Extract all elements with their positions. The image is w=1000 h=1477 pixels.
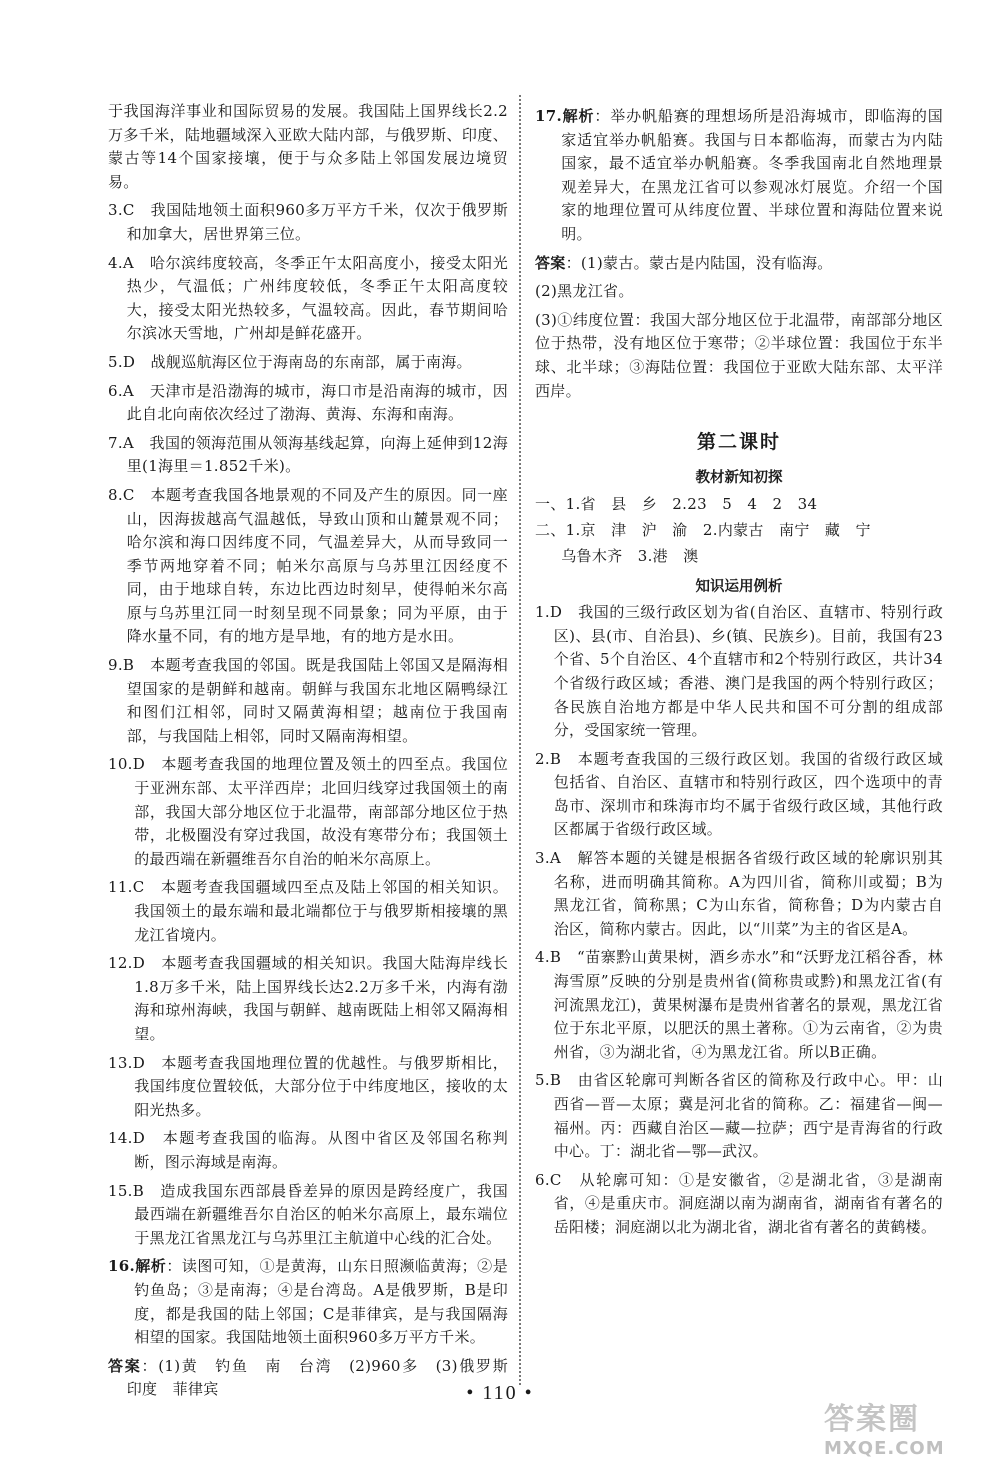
page-number: • 110 • bbox=[466, 1382, 534, 1404]
answer-item bbox=[108, 484, 508, 649]
answer-item-lead: 答案 bbox=[108, 1356, 142, 1375]
answer-item-text: 3.C 我国陆地领土面积960多万平方千米，仅次于俄罗斯和加拿大，居世界第三位。 bbox=[108, 201, 508, 243]
answer-item-text: 12.D 本题考查我国疆域的相关知识。我国大陆海岸线长1.8万多千米，陆上国界线长达2.2万多千米，内海有渤海和琼州海峡，我国与朝鲜、越南既陆上相邻又隔海相望。 bbox=[108, 954, 508, 1043]
answer-item-text: 5.B 由省区轮廓可判断各省区的简称及行政中心。甲：山西省—晋—太原；冀是河北省的简称。乙：福建省—闽—福州。丙：西藏自治区—藏—拉萨；西宁是青海省的行政中心。丁：湖北省—鄂—武汉。 bbox=[535, 1071, 943, 1161]
answer-item-text: 1.D 我国的三级行政区划为省(自治区、直辖市、特别行政区)、县(市、自治县)、乡(镇、民族乡)。目前，我国有23个省、5个自治区、4个直辖市和2个特别行政区，共计34个省级行政区域；香港、澳门是我国的两个特别行政区；各民族自治地方都是中华人民共和国不可分割的组成部分，受国家统一管理。 bbox=[535, 603, 943, 740]
answer-item-text: 5.D 战舰巡航海区位于海南岛的东南部，属于南海。 bbox=[108, 352, 472, 371]
answer-item bbox=[535, 1169, 943, 1240]
section-title: 第二课时 bbox=[696, 431, 781, 454]
answer-item bbox=[108, 654, 508, 748]
answer-item bbox=[108, 1052, 508, 1123]
answer-item-text: 11.C 本题考查我国疆域四至点及陆上邻国的相关知识。我国领土的最东端和最北端都位于与俄罗斯相接壤的黑龙江省境内。 bbox=[108, 878, 508, 944]
answer-item bbox=[535, 847, 943, 941]
answer-item bbox=[108, 1180, 508, 1251]
answer-item-text: 8.C 本题考查我国各地景观的不同及产生的原因。同一座山，因海拔越高气温越低，导致山顶和山麓景观不同；哈尔滨和海口因纬度不同，气温差异大，从而导致同一季节两地穿着不同；帕米尔高原与乌苏里江因经度不同，由于地球自转，东边比西边时刻早，使得帕米尔高原与乌苏里江同一时刻呈现不同景象；同为平原，由于降水量不同，有的地方是旱地，有的地方是水田。 bbox=[108, 485, 508, 646]
answer-item bbox=[108, 952, 508, 1046]
answer-item bbox=[535, 1069, 943, 1163]
fill-answer-line-1: 一、1.省 县 乡 2.23 5 4 2 34 bbox=[535, 495, 818, 514]
answer-item-text: 2.B 本题考查我国的三级行政区划。我国的省级行政区域包括省、自治区、直辖市和特别行政区，四个选项中的青岛市、深圳市和珠海市均不属于省级行政区域，其他行政区都属于省级行政区域。 bbox=[535, 749, 943, 839]
answer-item bbox=[535, 946, 943, 1064]
answer-item bbox=[108, 1127, 508, 1174]
answer-item-text: 14.D 本题考查我国的临海。从图中省区及邻国名称判断，图示海域是南海。 bbox=[108, 1129, 508, 1171]
answer-item bbox=[108, 432, 508, 479]
answer-item bbox=[535, 748, 943, 842]
answer-item bbox=[108, 1255, 508, 1349]
answer-item-text: 于我国海洋事业和国际贸易的发展。我国陆上国界线长2.2万多千米，陆地疆域深入亚欧大陆内部，与俄罗斯、印度、蒙古等14个国家接壤，便于与众多陆上邻国发展边境贸易。 bbox=[108, 102, 508, 191]
answer-list-left bbox=[108, 100, 524, 1402]
answer-item bbox=[108, 351, 508, 375]
answer-item bbox=[535, 601, 943, 743]
answer-item bbox=[108, 753, 508, 871]
answer-item-text: 7.A 我国的领海范围从领海基线起算，向海上延伸到12海里(1海里＝1.852千米)。 bbox=[108, 433, 508, 476]
answer-list-right-bottom bbox=[535, 601, 943, 1239]
subsection-title-new-knowledge: 教材新知初探 bbox=[695, 470, 783, 487]
watermark-logo-text: 答案圈 bbox=[824, 1402, 920, 1437]
answer-item-text: ：举办帆船赛的理想场所是沿海城市，即临海的国家适宜举办帆船赛。我国与日本都临海，而蒙古为内陆国家，最不适宜举办帆船赛。冬季我国南北自然地理景观差异大，在黑龙江省可以参观冰灯展览。介绍一个国家的地理位置可从纬度位置、半球位置和海陆位置来说明。 bbox=[561, 107, 943, 243]
fill-answer-line-2: 二、1.京 津 沪 渝 2.内蒙古 南宁 藏 宁 bbox=[535, 521, 871, 540]
answer-list-right-top bbox=[535, 105, 943, 403]
fill-answer-line-3: 乌鲁木齐 3.港 澳 bbox=[561, 547, 699, 566]
answer-item-text: 3.A 解答本题的关键是根据各省级行政区域的轮廓识别其名称，进而明确其简称。A为四川省，简称川或蜀；B为黑龙江省，简称黑；C为山东省，简称鲁；D为内蒙古自治区，简称内蒙古。因此，以“川菜”为主的省区是A。 bbox=[535, 849, 943, 938]
answer-item-text: 10.D 本题考查我国的地理位置及领土的四至点。我国位于亚洲东部、太平洋西岸；北回归线穿过我国领土的南部，我国大部分地区位于北温带，南部部分地区位于热带，北极圈没有穿过我国，故没有寒带分布；我国领土的最西端在新疆维吾尔自治的帕米尔高原上。 bbox=[108, 755, 508, 868]
answer-item-lead: 17.解析 bbox=[535, 107, 595, 125]
answer-item-text: 6.C 从轮廓可知：①是安徽省，②是湖北省，③是湖南省，④是重庆市。洞庭湖以南为湖南省，湖南省有著名的岳阳楼；洞庭湖以北为湖北省，湖北省有著名的黄鹤楼。 bbox=[535, 1170, 943, 1236]
answer-item-text: 4.B “苗寨黔山黄果树，酒乡赤水”和“沃野龙江稻谷香，林海雪原”反映的分别是贵州省(简称贵或黔)和黑龙江省(有河流黑龙江)，黄果树瀑布是贵州省著名的景观，黑龙江省位于东北平原，以肥沃的黑土著称。①为云南省，②为贵州省，③为湖北省，④为黑龙江省。所以B正确。 bbox=[535, 948, 943, 1061]
answer-item-text: 15.B 造成我国东西部晨昏差异的原因是跨经度广，我国最西端在新疆维吾尔自治区的帕米尔高原上，最东端位于黑龙江省黑龙江与乌苏里江主航道中心线的汇合处。 bbox=[108, 1181, 508, 1247]
answer-item-text: (2)黑龙江省。 bbox=[535, 282, 634, 301]
answer-item bbox=[535, 105, 943, 247]
answer-item bbox=[535, 280, 943, 304]
answer-item-lead: 16.解析 bbox=[108, 1257, 167, 1276]
subsection-title-examples: 知识运用例析 bbox=[695, 579, 783, 596]
answer-item-text: ：(1)黄 钓鱼 南 台湾 (2)960多 (3)俄罗斯 印度 菲律宾 bbox=[126, 1356, 524, 1399]
answer-item-text: 4.A 哈尔滨纬度较高，冬季正午太阳高度小，接受太阳光热少，气温低；广州纬度较低，冬季正午太阳高度较大，接受太阳光热较多，气温较高。因此，春节期间哈尔滨冰天雪地，广州却是鲜花盛开。 bbox=[108, 253, 508, 343]
answer-item bbox=[535, 309, 943, 403]
column-divider bbox=[519, 95, 521, 1385]
answer-item-text: 9.B 本题考查我国的邻国。既是我国陆上邻国又是隔海相望国家的是朝鲜和越南。朝鲜与我国东北地区隔鸭绿江和图们江相邻，同时又隔黄海相望；越南位于我国南部，与我国陆上相邻，同时又隔南海相望。 bbox=[108, 656, 508, 745]
answer-item bbox=[535, 252, 943, 276]
watermark-url: MXQE.COM bbox=[824, 1438, 945, 1459]
answer-item bbox=[108, 380, 508, 427]
answer-item-lead: 答案 bbox=[535, 253, 566, 272]
answer-item bbox=[108, 252, 508, 346]
answer-item bbox=[108, 100, 508, 194]
answer-item bbox=[108, 199, 508, 246]
left-column bbox=[108, 100, 524, 1402]
answer-item-text: 6.A 天津市是沿渤海的城市，海口市是沿南海的城市，因此自北向南依次经过了渤海、黄海、东海和南海。 bbox=[108, 381, 508, 424]
watermark-logo bbox=[824, 1402, 974, 1466]
answer-item-text: (3)①纬度位置：我国大部分地区位于北温带，南部部分地区位于热带，没有地区位于寒带；②半球位置：我国位于东半球、北半球；③海陆位置：我国位于亚欧大陆东部、太平洋西岸。 bbox=[535, 310, 943, 400]
answer-item-text: ：(1)蒙古。蒙古是内陆国，没有临海。 bbox=[565, 253, 833, 272]
answer-item-text: ：读图可知，①是黄海，山东日照濒临黄海；②是钓鱼岛；③是南海；④是台湾岛。A是俄罗斯，B是印度，都是我国的陆上邻国；C是菲律宾，是与我国隔海相望的国家。我国陆地领土面积960多万平方千米。 bbox=[134, 1257, 508, 1347]
right-column bbox=[535, 100, 943, 1240]
answer-item bbox=[108, 876, 508, 947]
answer-item-text: 13.D 本题考查我国地理位置的优越性。与俄罗斯相比，我国纬度位置较低，大部分位于中纬度地区，接收的太阳光热多。 bbox=[108, 1053, 508, 1119]
